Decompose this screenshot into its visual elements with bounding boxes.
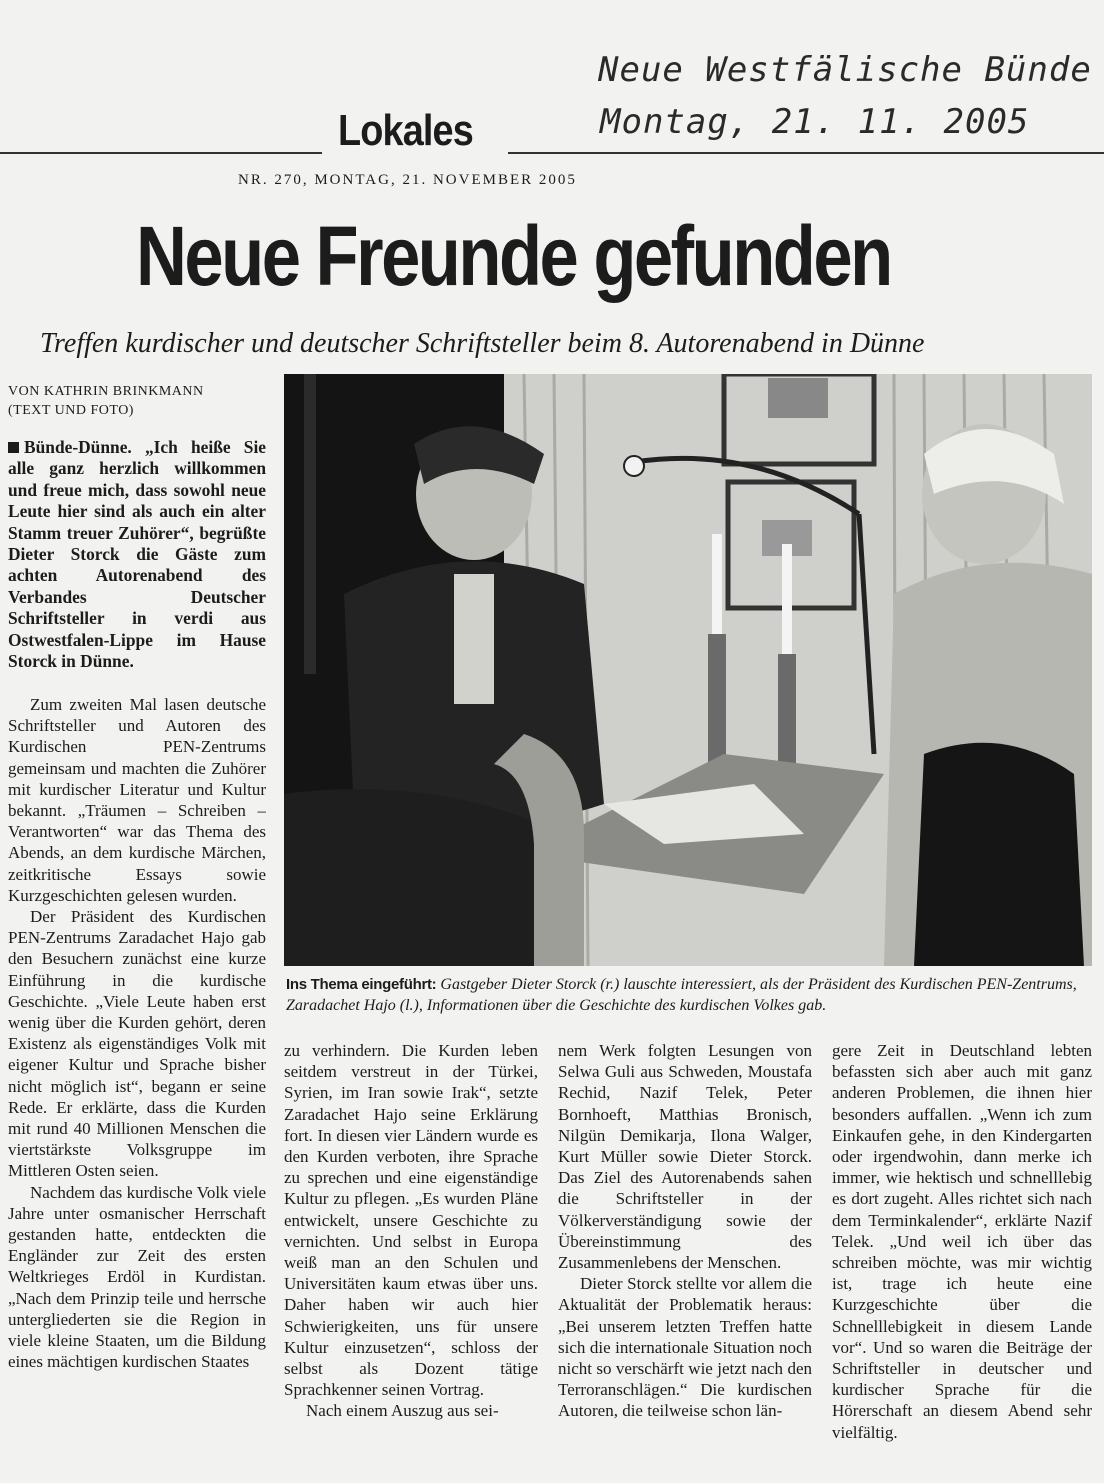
column-paragraph: gere Zeit in Deutschland lebten befassten sich aber auch mit ganz anderen Problemen, die ihnen hier besonders auffallen. „Wenn ich zum Einkaufen gehe, in den Kindergarten oder irgendwohin, dann merke ich immer, wie hektisch und schnelllebig es dort zugeht. Alles richtet sich nach dem Terminkalender“, erklärte Nazif Telek. „Und weil ich über das schreiben möchte, was mir wichtig ist, trage ich heute eine Kurzgeschichte über die Schnelllebigkeit in diesem Lande vor“. Und so waren die Beiträge der Schriftsteller in deutscher und kurdischer Sprache für die Hörerschaft an diesem Abend sehr vielfältig. [832,1041,1092,1442]
handwritten-date-note: Montag, 21. 11. 2005 [600,102,1030,142]
byline-credit: (TEXT UND FOTO) [8,403,134,418]
byline-author: VON KATHRIN BRINKMANN [8,384,204,399]
article-photo [284,374,1092,966]
article-column-4 [832,1040,1092,1476]
photo-caption [286,974,1092,1016]
caption-label: Ins Thema eingeführt: [286,976,437,993]
headline: Neue Freunde gefunden [136,209,891,303]
column-paragraph: Der Präsident des Kurdischen PEN-Zentrums Zaradachet Hajo gab den Besuchern zunächst eine kurze Einführung in die kurdische Geschichte. „Viele Leute haben erst wenig über die Kurden gehört, deren Existenz als eigenständiges Volk mit eigener Kultur und Sprache bisher nicht möglich ist“, begann er seine Rede. Er erklärte, dass die Kurden mit rund 40 Millionen Menschen die viertstärkste Volksgruppe im Mittleren Osten seien. [8,907,266,1181]
section-rule-right [508,152,1104,154]
lead-marker-square [8,442,19,453]
section-rule-left [0,152,322,154]
section-title: Lokales [338,106,473,155]
article-column-1 [8,694,266,1476]
caption-text: Gastgeber Dieter Storck (r.) lauschte interessiert, als der Präsident des Kurdischen PEN-Zentrums, Zaradachet Hajo (l.), Informationen über die Geschichte des kurdischen Volkes gab. [286,976,1077,1014]
column-paragraph: nem Werk folgten Lesungen von Selwa Guli aus Schweden, Moustafa Rechid, Nazif Telek, Peter Bornhoeft, Matthias Bronisch, Nilgün Demikarja, Ilona Walger, Kurt Müller sowie Dieter Storck. Das Ziel des Autorenabends sahen die Schriftsteller in der Völkerverständigung sowie der Übereinstimmung des Zusammenlebens der Menschen. [558,1041,812,1273]
lead-text: Bünde-Dünne. „Ich heiße Sie alle ganz herzlich willkommen und freue mich, dass sowohl neue Leute hier sind als auch ein alter Stamm treuer Zuhörer“, begrüßte Dieter Storck die Gäste zum achten Autorenabend des Verbandes Deutscher Schriftsteller in verdi aus Ostwestfalen-Lippe im Hause Storck in Dünne. [8,437,266,672]
column-paragraph: Dieter Storck stellte vor allem die Aktualität der Problematik heraus: „Bei unserem letzten Treffen hatte sich die internationale Situation noch nicht so verschärft wie jetzt nach den Terroranschlägen.“ Die kurdischen Autoren, die teilweise schon län- [558,1274,812,1421]
column-paragraph: zu verhindern. Die Kurden leben seitdem verstreut in der Türkei, Syrien, im Iran sowie Irak“, setzte Zaradachet Hajo seine Erklärung fort. In diesen vier Ländern wurde es den Kurden verboten, ihre Sprache zu sprechen und eine eigenständige Kultur zu pflegen. „Es wurden Pläne entwickelt, unsere Geschichte zu vernichten. Und selbst in Europa weiß man an den Schulen und Universitäten kaum etwas über uns. Daher haben wir auch hier Schwierigkeiten, uns für unsere Kultur einzusetzen“, schloss der selbst als Dozent tätige Sprachkenner seinen Vortrag. [284,1041,538,1400]
article-column-3 [558,1040,812,1476]
issue-line: NR. 270, MONTAG, 21. NOVEMBER 2005 [238,172,577,188]
subheadline: Treffen kurdischer und deutscher Schriftsteller beim 8. Autorenabend in Dünne [40,328,925,359]
lead-paragraph [8,437,266,672]
handwritten-source-note: Neue Westfälische Bünde [598,50,1092,90]
photo-illustration [284,374,1092,966]
byline [8,382,268,420]
article-column-2 [284,1040,538,1476]
column-paragraph: Nachdem das kurdische Volk viele Jahre unter osmanischer Herrschaft gestanden hatte, entdeckten die Engländer zur Zeit des ersten Weltkrieges Erdöl in Kurdistan. „Nach dem Prinzip teile und herrsche untergliederten sie die Region in viele kleine Staaten, um die Bildung eines mächtigen kurdischen Staates [8,1182,266,1372]
column-paragraph: Nach einem Auszug aus sei- [306,1401,499,1421]
column-paragraph: Zum zweiten Mal lasen deutsche Schriftsteller und Autoren des Kurdischen PEN-Zentrums gemeinsam und machten die Zuhörer mit kurdischer Literatur und Kultur bekannt. „Träumen – Schreiben – Verantworten“ war das Thema des Abends, an dem kurdische Märchen, zeitkritische Essays sowie Kurzgeschichten gelesen wurden. [8,695,266,905]
